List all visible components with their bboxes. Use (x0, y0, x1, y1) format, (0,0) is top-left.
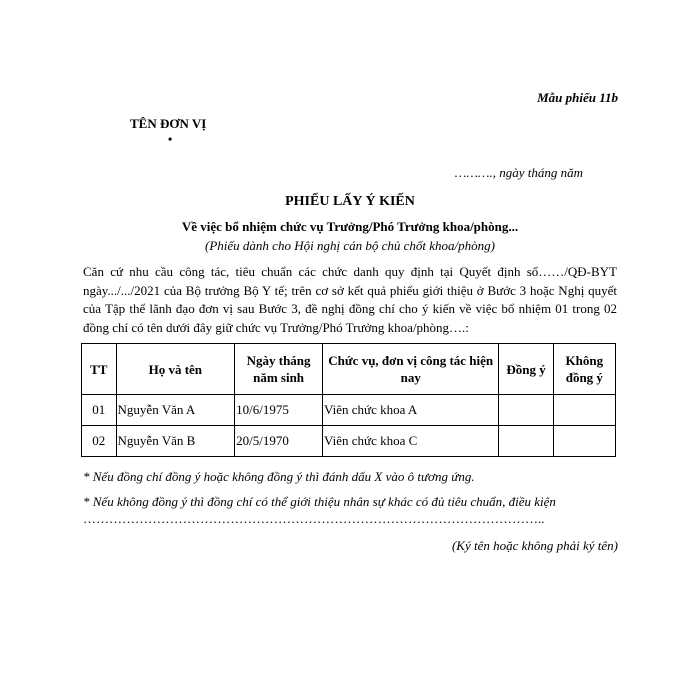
document-subnote: (Phiếu dành cho Hội nghị cán bộ chủ chốt khoa/phòng) (205, 238, 495, 253)
cell-position: Viên chức khoa C (323, 426, 499, 457)
table-row (82, 426, 616, 457)
unit-bullet: • (168, 132, 173, 146)
date-line: ………., ngày tháng năm (454, 165, 583, 180)
cell-disagree[interactable] (553, 395, 615, 426)
table-row (82, 395, 616, 426)
document-subtitle: Về việc bổ nhiệm chức vụ Trưởng/Phó Trưởng khoa/phòng... (181, 219, 519, 234)
document-title: PHIẾU LẤY Ý KIẾN (285, 194, 415, 209)
header-disagree: Không đồng ý (553, 344, 615, 395)
fill-in-dotted-line[interactable]: …………………………………………………………………………………………….. (83, 511, 545, 526)
cell-disagree[interactable] (553, 426, 615, 457)
header-position: Chức vụ, đơn vị công tác hiện nay (323, 344, 499, 395)
note-nominate-other: * Nếu không đồng ý thì đồng chí có thể giới thiệu nhân sự khác có đủ tiêu chuẩn, điều kiện (83, 494, 556, 509)
table-header-row (82, 344, 616, 395)
header-agree: Đồng ý (499, 344, 553, 395)
candidate-table (81, 343, 616, 457)
cell-name: Nguyễn Văn B (116, 426, 235, 457)
cell-tt: 01 (82, 395, 117, 426)
cell-agree[interactable] (499, 395, 553, 426)
cell-agree[interactable] (499, 426, 553, 457)
signature-note: (Ký tên hoặc không phải ký tên) (451, 538, 618, 553)
note-mark-x: * Nếu đồng chí đồng ý hoặc không đồng ý thì đánh dấu X vào ô tương ứng. (83, 469, 475, 484)
intro-paragraph: Căn cứ nhu cầu công tác, tiêu chuẩn các chức danh quy định tại Quyết định số……/QĐ-BYT ngày.../.../2021 của Bộ trưởng Bộ Y tế; trên cơ sở kết quả phiếu giới thiệu ở Bước 3 hoặc Nghị quyết của Tập thể lãnh đạo đơn vị sau Bước 3, đề nghị đồng chí cho ý kiến về việc bổ nhiệm 01 trong 02 đồng chí có tên dưới đây giữ chức vụ Trưởng/Phó Trưởng khoa/phòng….: (83, 264, 617, 335)
unit-name: TÊN ĐƠN VỊ (130, 116, 207, 131)
header-dob: Ngày tháng năm sinh (235, 344, 323, 395)
header-tt: TT (82, 344, 117, 395)
cell-dob: 20/5/1970 (235, 426, 323, 457)
cell-tt: 02 (82, 426, 117, 457)
cell-dob: 10/6/1975 (235, 395, 323, 426)
form-code: Mẫu phiếu 11b (537, 90, 618, 105)
header-name: Họ và tên (116, 344, 235, 395)
cell-position: Viên chức khoa A (323, 395, 499, 426)
cell-name: Nguyễn Văn A (116, 395, 235, 426)
